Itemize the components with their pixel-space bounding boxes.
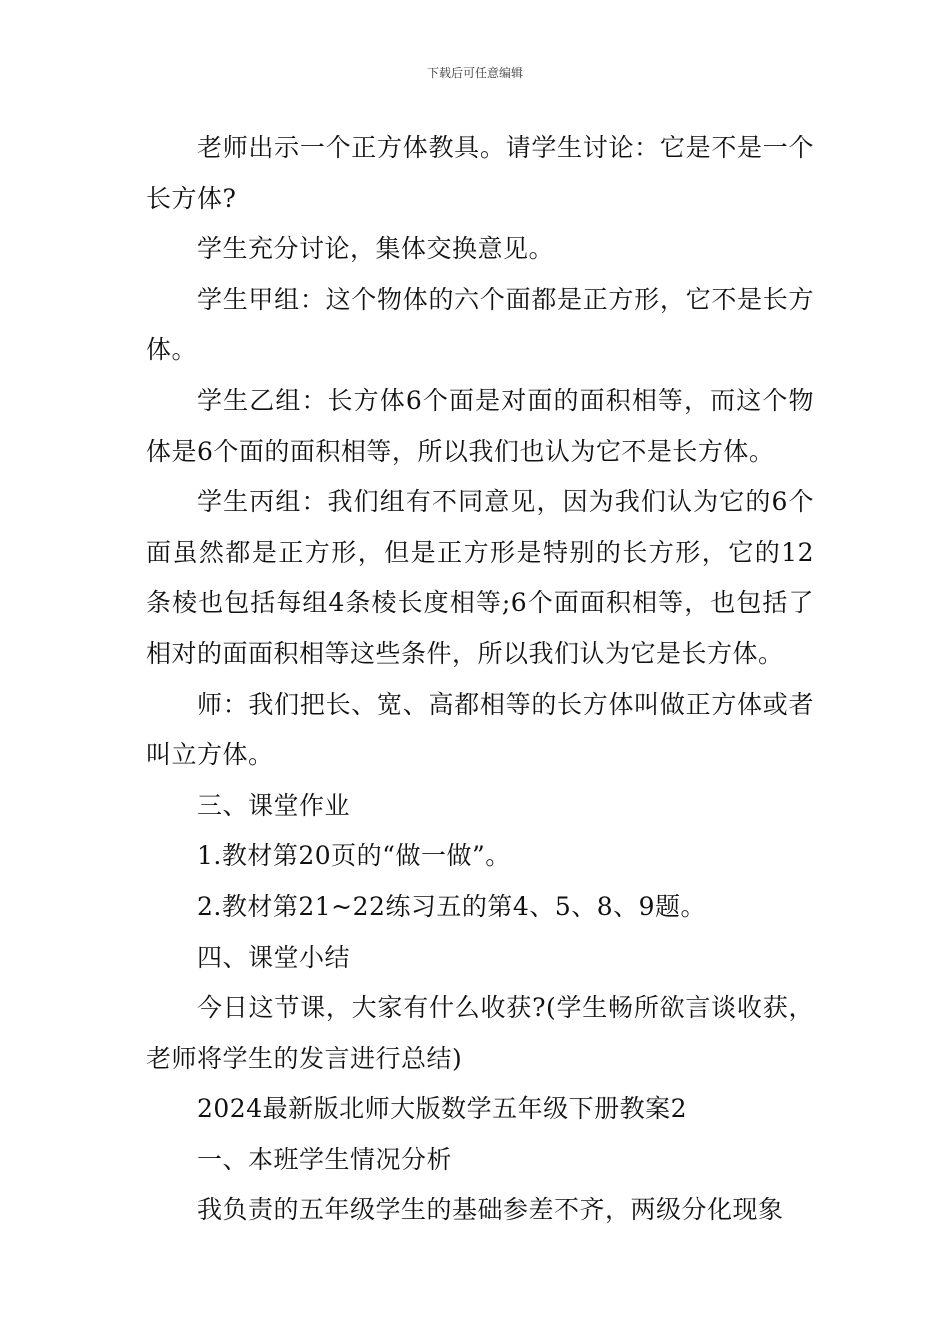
paragraph-group-b: 学生乙组：长方体6个面是对面的面积相等，而这个物体是6个面的面积相等，所以我们也认为它不是长方体。 (146, 385, 814, 466)
paragraph-cube-question: 老师出示一个正方体教具。请学生讨论：它是不是一个长方体? (146, 133, 814, 213)
paragraph-group-a: 学生甲组：这个物体的六个面都是正方形，它不是长方体。 (146, 284, 814, 365)
page-header: 下载后可任意编辑 (426, 66, 523, 80)
paragraph-group-c: 学生丙组：我们组有不同意见，因为我们认为它的6个面虽然都是正方形，但是正方形是特别的长方形，它的12条棱也包括每组4条棱长度相等;6个面面积相等，也包括了相对的面面积相等这些条件，所以我们认为它是长方体。 (146, 487, 814, 668)
paragraph-summary: 今日这节课，大家有什么收获?(学生畅所欲言谈收获，老师将学生的发言进行总结) (146, 993, 814, 1073)
homework-item-1: 1.教材第20页的“做一做”。 (197, 841, 511, 871)
section-heading-homework: 三、课堂作业 (197, 790, 351, 820)
lesson-plan-title: 2024最新版北师大版数学五年级下册教案2 (197, 1094, 688, 1124)
paragraph-discussion: 学生充分讨论，集体交换意见。 (197, 234, 555, 264)
paragraph-analysis: 我负责的五年级学生的基础参差不齐，两级分化现象 (197, 1195, 784, 1225)
document-body (146, 123, 814, 1236)
paragraph-teacher-definition: 师：我们把长、宽、高都相等的长方体叫做正方体或者叫立方体。 (146, 689, 814, 770)
homework-item-2: 2.教材第21~22练习五的第4、5、8、9题。 (197, 891, 707, 921)
section-heading-analysis: 一、本班学生情况分析 (197, 1144, 453, 1174)
section-heading-summary: 四、课堂小结 (197, 942, 351, 972)
